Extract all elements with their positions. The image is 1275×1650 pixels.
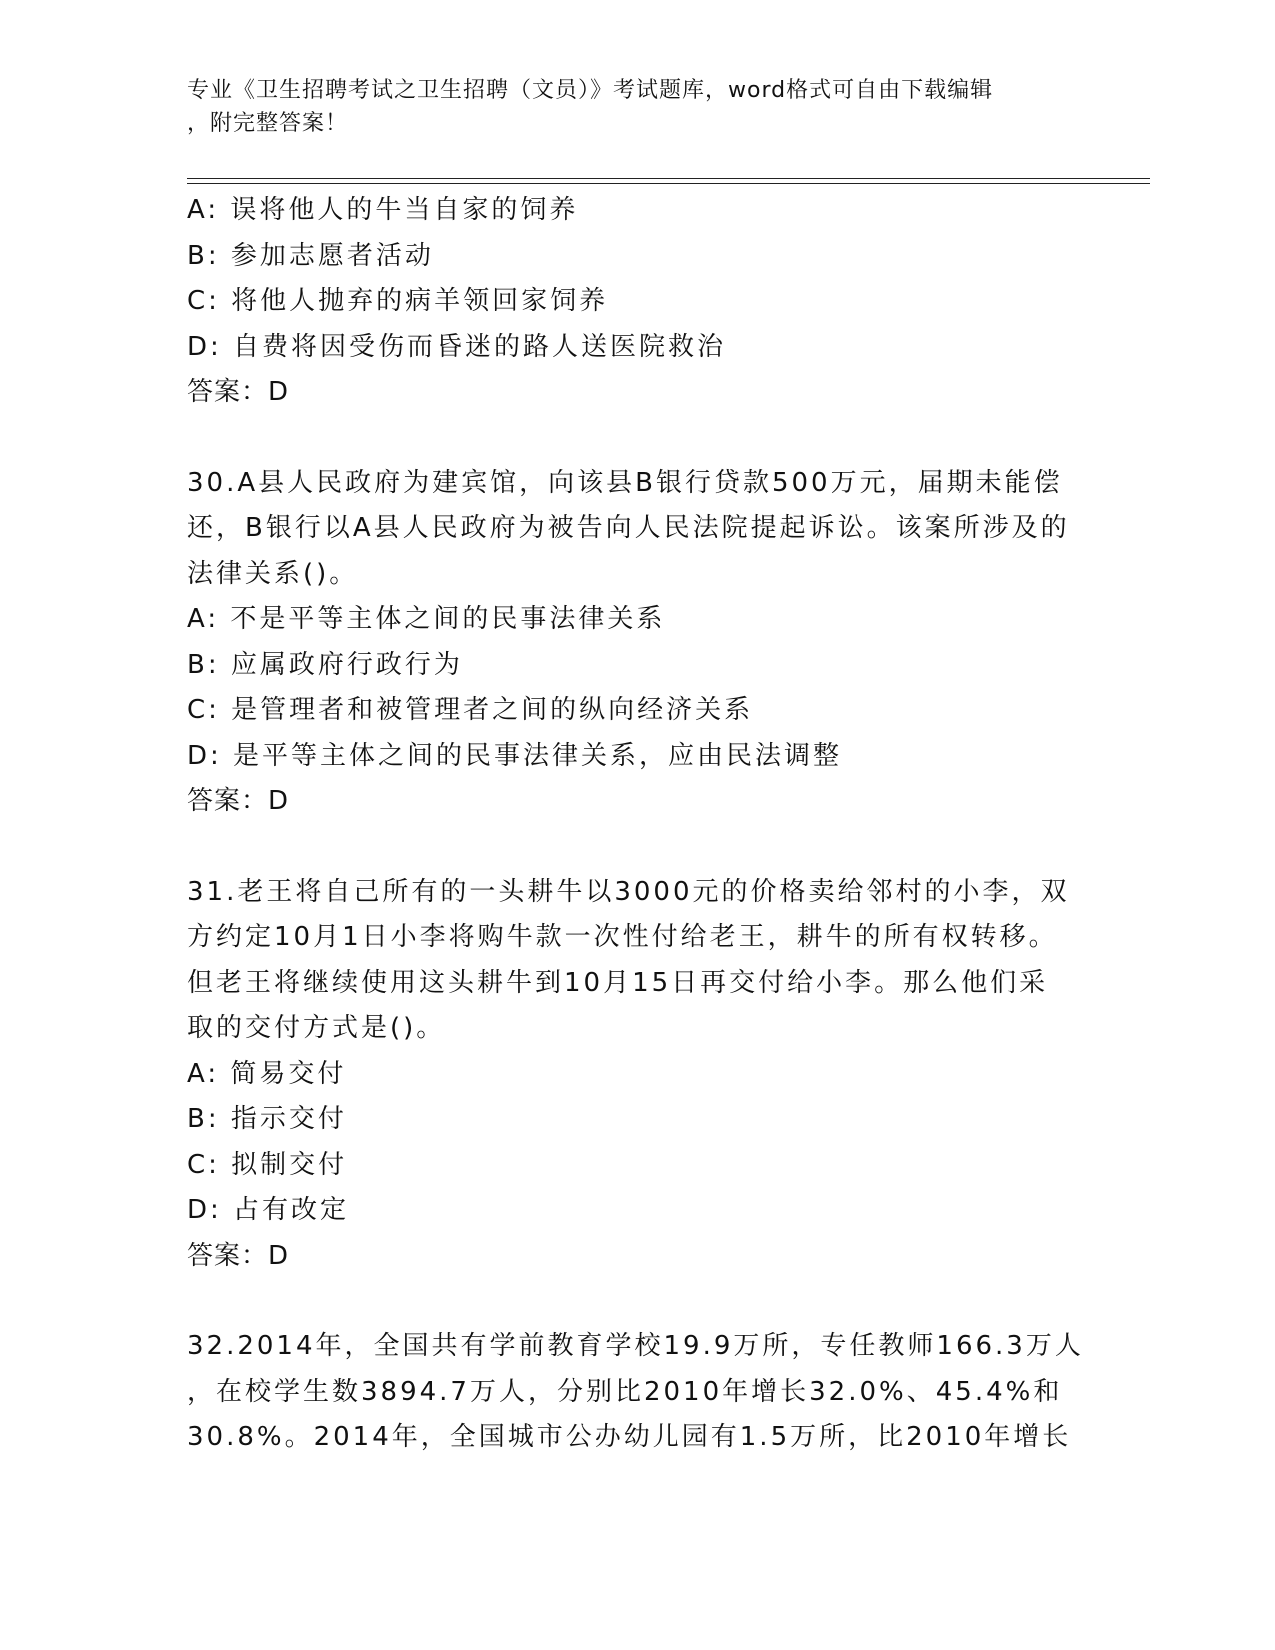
question-stem-line: ，在校学生数3894.7万人，分别比2010年增长32.0%、45.4%和 [187,1376,1063,1407]
spacer [187,825,1087,870]
answer-line: 答案：D [187,786,290,816]
page-header [187,74,1067,140]
spacer [187,1279,1087,1324]
option-b: B: 指示交付 [187,1104,347,1134]
question-stem-line: 30.A县人民政府为建宾馆，向该县B银行贷款500万元，届期未能偿 [187,467,1063,498]
option-d: D: 是平等主体之间的民事法律关系，应由民法调整 [187,740,843,771]
answer-line: 答案：D [187,1240,290,1271]
question-stem-line: 31.老王将自己所有的一头耕牛以3000元的价格卖给邻村的小李，双 [187,876,1070,907]
header-rule-top [187,178,1150,179]
option-a: A: 简易交付 [187,1058,347,1089]
option-a: A: 不是平等主体之间的民事法律关系 [187,604,666,634]
option-d: D: 占有改定 [187,1195,350,1225]
option-a: A: 误将他人的牛当自家的饲养 [187,195,579,225]
header-line-2: ，附完整答案！ [187,111,349,136]
question-stem-line: 30.8%。2014年，全国城市公办幼儿园有1.5万所，比2010年增长 [187,1422,1072,1452]
option-d: D: 自费将因受伤而昏迷的路人送医院救治 [187,331,727,362]
question-32 [187,1324,1087,1461]
option-c: C: 将他人抛弃的病羊领回家饲养 [187,286,609,316]
option-c: C: 是管理者和被管理者之间的纵向经济关系 [187,695,754,725]
spacer [187,416,1087,461]
question-stem-line: 还，B银行以A县人民政府为被告向人民法院提起诉讼。该案所涉及的 [187,513,1070,543]
question-stem-line: 法律关系()。 [187,558,359,589]
option-b: B: 应属政府行政行为 [187,649,463,680]
question-stem-line: 取的交付方式是()。 [187,1013,446,1043]
header-line-1: 专业《卫生招聘考试之卫生招聘（文员）》考试题库，word格式可自由下载编辑 [187,78,994,103]
question-stem-line: 但老王将继续使用这头耕牛到10月15日再交付给小李。那么他们采 [187,967,1049,998]
question-31 [187,870,1087,1280]
question-content [187,188,1087,1461]
option-c: C: 拟制交付 [187,1149,348,1180]
answer-line: 答案：D [187,377,290,407]
question-stem-line: 方约定10月1日小李将购牛款一次性付给老王，耕牛的所有权转移。 [187,922,1058,952]
question-stem-line: 32.2014年，全国共有学前教育学校19.9万所，专任教师166.3万人 [187,1331,1084,1361]
header-rule-bottom [187,183,1150,184]
option-b: B: 参加志愿者活动 [187,240,434,271]
question-30 [187,461,1087,825]
question-29 [187,188,1087,416]
